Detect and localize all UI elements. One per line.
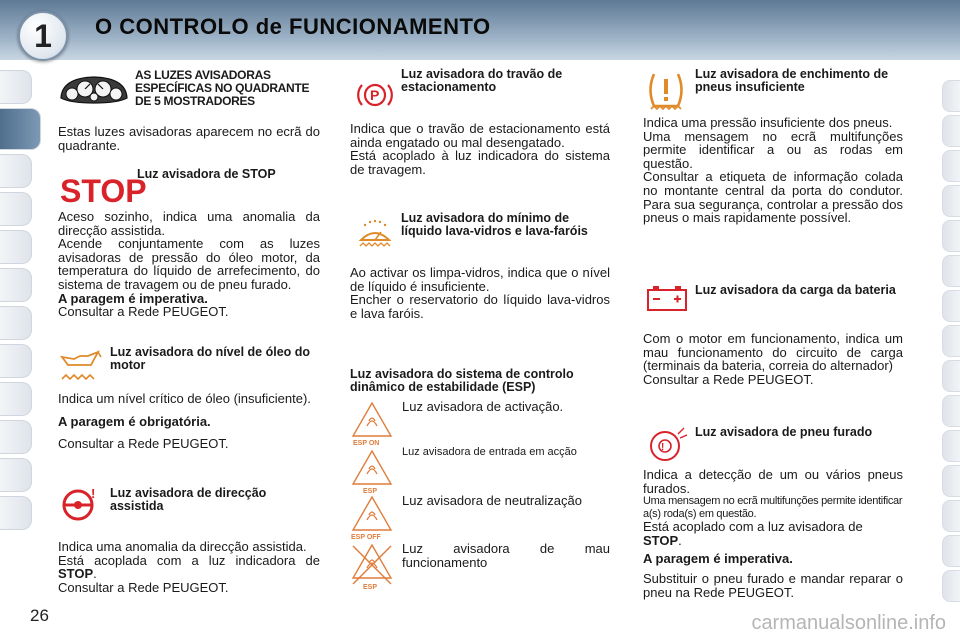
stop-heading: Luz avisadora de STOP: [137, 167, 276, 181]
stop-body-3: Consultar a Rede PEUGEOT.: [58, 304, 229, 320]
steering-body: [58, 540, 320, 594]
chapter-tab[interactable]: [942, 360, 960, 392]
flat-tyre-body: [643, 468, 903, 599]
instrument-cluster-icon: [58, 72, 130, 106]
battery-body: [643, 332, 903, 386]
oil-body: [58, 392, 320, 451]
stop-icon-text: STOP: [60, 173, 147, 209]
watermark: carmanualsonline.info: [751, 612, 946, 634]
chapter-tab[interactable]: [942, 115, 960, 147]
washer-body-1: Ao activar os limpa-vidros, indica que o nível de líquido é insuficiente.: [350, 265, 610, 294]
esp-on-text: Luz avisadora de activação.: [402, 399, 564, 414]
esp-active-icon: [350, 448, 394, 494]
washer-fluid-icon: [355, 216, 395, 250]
chapter-tab[interactable]: [0, 306, 32, 340]
chapter-tab[interactable]: [942, 80, 960, 112]
chapter-tab[interactable]: [942, 290, 960, 322]
flat-tyre-body-2: Uma mensagem no ecrã multifunções permite identificar a(s) roda(s) em questão.: [643, 495, 903, 520]
page-title: O CONTROLO de FUNCIONAMENTO: [95, 14, 491, 39]
flat-tyre-body-3-end: .: [678, 532, 682, 548]
parking-body-1: Indica que o travão de estacionamento está ainda engatado ou mal desengatado.: [350, 121, 610, 150]
chapter-tab[interactable]: [942, 255, 960, 287]
stop-bold: A paragem é imperativa.: [58, 290, 208, 306]
esp-label-active: ESP: [363, 488, 378, 495]
battery-body-2: Consultar a Rede PEUGEOT.: [643, 371, 814, 387]
chapter-tab[interactable]: [942, 570, 960, 602]
chapter-tab[interactable]: [0, 70, 32, 104]
esp-label-on: ESP ON: [353, 440, 380, 447]
stop-warning-icon: [58, 172, 147, 209]
tyre-pressure-body-2: Uma mensagem no ecrã multifunções permite identificar a ou as rodas em questão.: [643, 128, 903, 171]
battery-heading: Luz avisadora da carga da bateria: [695, 283, 896, 297]
flat-tyre-bold: A paragem é imperativa.: [643, 551, 793, 567]
parking-body: [350, 122, 610, 176]
chapter-tab[interactable]: [0, 420, 32, 454]
page-header: [0, 0, 960, 60]
steering-body-2-text: Está acoplada com a luz indicadora de: [58, 552, 320, 568]
flat-tyre-stop-ref: STOP: [643, 532, 679, 548]
chapter-tab[interactable]: [942, 185, 960, 217]
stop-body-1: Aceso sozinho, indica uma anomalia da direcção assistida.: [58, 209, 320, 238]
chapter-tab[interactable]: [0, 458, 32, 492]
stop-body-2: Acende conjuntamente com as luzes avisadoras de pressão do óleo motor, da temperatura do líquido de arrefecimento, do sistema de travagem ou de pneu furado.: [58, 236, 320, 292]
esp-label-fault: ESP: [363, 584, 378, 591]
esp-heading: Luz avisadora do sistema de controlo dinâmico de estabilidade (ESP): [350, 367, 574, 394]
page-number: 26: [30, 606, 49, 625]
esp-off-text: Luz avisadora de neutralização: [402, 493, 582, 508]
chapter-tab[interactable]: [942, 325, 960, 357]
section-title: AS LUZES AVISADORAS ESPECÍFICAS NO QUADRANTE DE 5 MOSTRADORES: [135, 68, 310, 108]
stop-body: [58, 210, 320, 319]
chapter-tab[interactable]: [0, 344, 32, 378]
power-steering-icon: [58, 486, 102, 524]
flat-tyre-icon: [645, 424, 689, 464]
chapter-tab[interactable]: [942, 220, 960, 252]
chapter-tab[interactable]: [0, 192, 32, 226]
flat-tyre-body-3: [643, 520, 903, 547]
battery-body-1: Com o motor em funcionamento, indica um mau funcionamento do circuito de carga (terminais da bateria, correia do alternador): [643, 331, 903, 374]
parking-heading: Luz avisadora do travão de estacionamento: [401, 67, 563, 94]
washer-body: [350, 266, 610, 320]
oil-body-1: Indica um nível crítico de óleo (insuficiente).: [58, 391, 311, 406]
oil-body-2: Consultar a Rede PEUGEOT.: [58, 436, 229, 452]
svg-text:!: !: [661, 442, 665, 453]
svg-text:P: P: [370, 87, 380, 103]
flat-tyre-body-1: Indica a detecção de um ou vários pneus furados.: [643, 467, 903, 496]
tyre-pressure-heading: Luz avisadora de enchimento de pneus insuficiente: [695, 67, 889, 94]
oil-level-icon: [58, 345, 102, 385]
esp-fault-icon: [350, 542, 394, 590]
flat-tyre-body-3-text: Está acoplado com a luz avisadora de: [643, 519, 863, 535]
oil-bold: A paragem é obrigatória.: [58, 413, 211, 429]
tyre-pressure-body: [643, 116, 903, 225]
chapter-tab[interactable]: [0, 496, 32, 530]
tyre-pressure-body-1: Indica uma pressão insuficiente dos pneus.: [643, 115, 893, 130]
esp-active-text: Luz avisadora de entrada em acção: [402, 446, 577, 458]
intro-text: Estas luzes avisadoras aparecem no ecrã do quadrante.: [58, 124, 320, 153]
parking-brake-icon: [356, 78, 394, 112]
steering-heading: Luz avisadora de direcção assistida: [110, 486, 267, 513]
chapter-tab[interactable]: [0, 268, 32, 302]
svg-text:!: !: [91, 486, 96, 501]
parking-body-2: Está acoplado à luz indicadora do sistema de travagem.: [350, 148, 610, 177]
chapter-tab[interactable]: [942, 430, 960, 462]
washer-heading: Luz avisadora do mínimo de líquido lava-vidros e lava-faróis: [401, 211, 588, 238]
chapter-tab[interactable]: [942, 150, 960, 182]
chapter-tab-active[interactable]: [0, 108, 41, 150]
right-chapter-tabs: [942, 80, 960, 605]
chapter-tab[interactable]: [942, 395, 960, 427]
tyre-pressure-icon: [643, 70, 689, 112]
chapter-tab[interactable]: [0, 230, 32, 264]
steering-body-2: [58, 554, 320, 581]
chapter-tab[interactable]: [942, 500, 960, 532]
steering-stop-ref: STOP: [58, 566, 94, 582]
flat-tyre-heading: Luz avisadora de pneu furado: [695, 425, 873, 439]
chapter-tab[interactable]: [0, 154, 32, 188]
steering-body-2-end: .: [93, 566, 97, 582]
esp-fault-text: Luz avisadora de mau funcionamento: [402, 541, 610, 570]
tyre-pressure-body-3: Consultar a etiqueta de informação colada no montante central da porta do condutor. Para sua segurança, controlar a pressão dos pneus o mais rapidamente possível.: [643, 169, 903, 226]
steering-body-1: Indica uma anomalia da direcção assistida.: [58, 539, 307, 554]
battery-icon: [645, 284, 689, 314]
oil-heading: Luz avisadora do nível de óleo do motor: [110, 345, 311, 372]
chapter-tab[interactable]: [0, 382, 32, 416]
chapter-tab[interactable]: [942, 535, 960, 567]
esp-off-icon: [350, 494, 394, 540]
esp-label-off: ESP OFF: [351, 534, 381, 541]
steering-body-3: Consultar a Rede PEUGEOT.: [58, 579, 229, 595]
left-chapter-tabs: [0, 70, 32, 534]
chapter-badge: 1: [18, 11, 68, 61]
washer-body-2: Encher o reservatorio do líquido lava-vidros e lava faróis.: [350, 292, 610, 321]
chapter-tab[interactable]: [942, 465, 960, 497]
esp-on-icon: [350, 400, 394, 446]
flat-tyre-body-4: Substituir o pneu furado e mandar reparar o pneu na Rede PEUGEOT.: [643, 570, 903, 600]
